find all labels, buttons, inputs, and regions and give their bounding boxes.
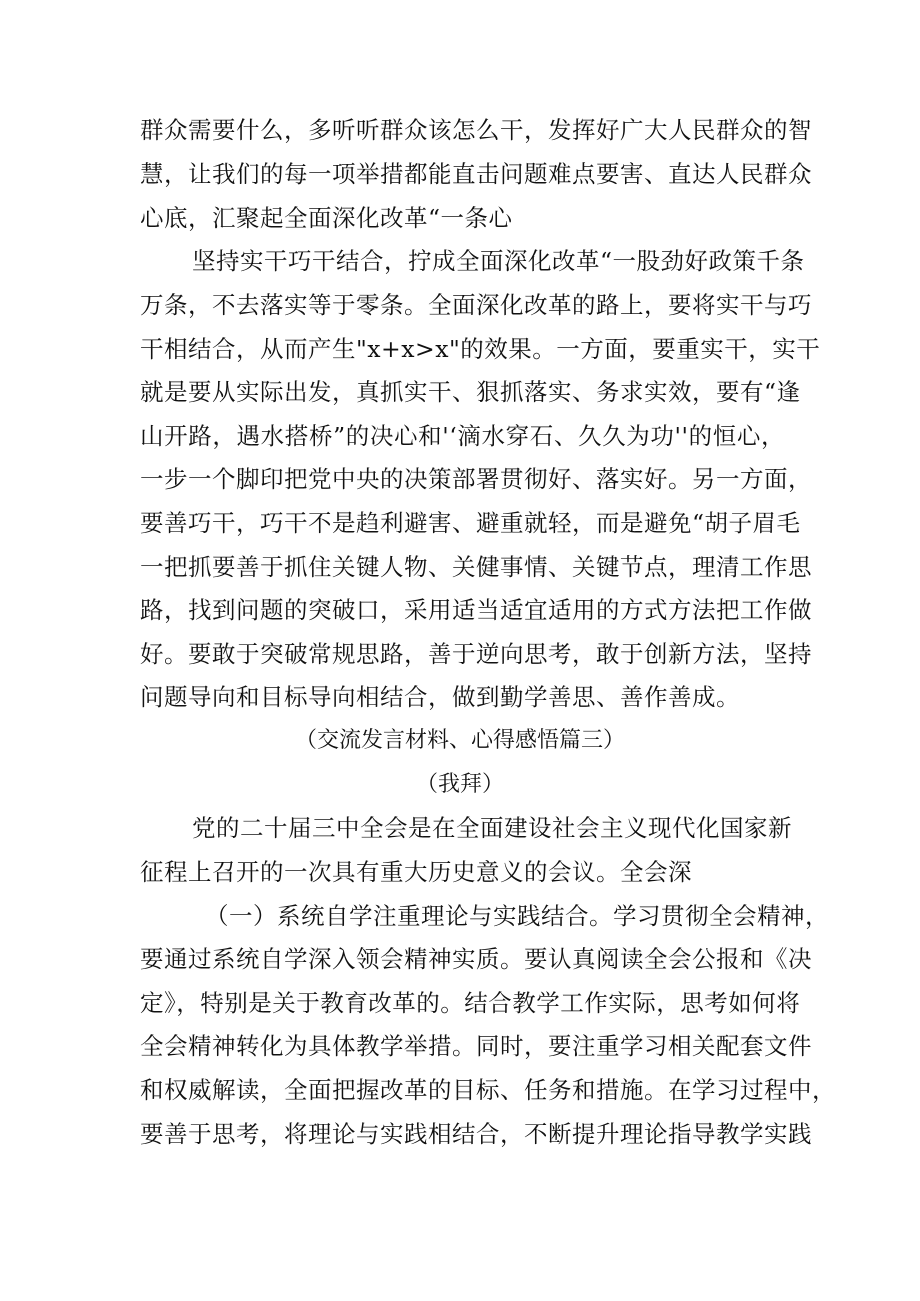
paragraph-line: 一把抓要善于抓住关键人物、关健事情、关键节点，理清工作思 (140, 553, 812, 581)
paragraph-line: 要善于思考，将理论与实践相结合，不断提升理论指导教学实践 (140, 1120, 812, 1148)
paragraph-line: 和权威解读，全面把握改革的目标、任务和措施。在学习过程中， (140, 1076, 836, 1104)
paragraph-line: 路，找到问题的突破口，采用适当适宜适用的方式方法把工作做 (140, 596, 812, 624)
paragraph-line: 全会精神转化为具体教学举措。同时，要注重学习相关配套文件 (140, 1032, 812, 1060)
paragraph-line: 问题导向和目标导向相结合，做到勤学善思、善作善成。 (140, 683, 740, 711)
paragraph-line: 坚持实干巧干结合，拧成全面深化改革“一股劲好政策千条 (192, 247, 805, 275)
paragraph-line: 要通过系统自学深入领会精神实质。要认真阅读全会公报和《决 (140, 945, 812, 973)
section-title: （交流发言材料、心得感悟篇三） (294, 728, 625, 753)
paragraph-line: 好。要敢于突破常规思路，善于逆向思考，敢于创新方法，坚持 (140, 640, 812, 668)
paragraph-line: 就是要从实际出发，真抓实干、狠抓落实、务求实效，要有“逢 (140, 378, 801, 406)
paragraph-line: 定》，特别是关于教育改革的。结合教学工作实际，思考如何将 (140, 989, 801, 1017)
paragraph-line: 征程上召开的一次具有重大历史意义的会议。全会深 (140, 858, 692, 886)
paragraph-line: 要善巧干，巧干不是趋利避害、避重就轻，而是避免“胡子眉毛 (140, 509, 801, 537)
paragraph-line: 党的二十届三中全会是在全面建设社会主义现代化国家新 (192, 814, 792, 842)
paragraph-line: 一步一个脚印把党中央的决策部署贯彻好、落实好。另一方面， (140, 465, 812, 493)
paragraph-line: 万条，不去落实等于零条。全面深化改革的路上，要将实干与巧 (140, 291, 812, 319)
paragraph-line: 干相结合，从而产生"x+x>x"的效果。一方面，要重实干，实干 (140, 335, 821, 363)
paragraph-line: （一）系统自学注重理论与实践结合。学习贯彻全会精神， (205, 902, 829, 930)
paragraph-line: 山开路，遇水搭桥”的决心和'‘滴水穿石、久久为功''的恒心， (140, 422, 785, 450)
paragraph-line: 慧，让我们的每一项举措都能直击问题难点要害、直达人民群众 (140, 160, 812, 188)
paragraph-line: 群众需要什么，多听听群众该怎么干，发挥好广大人民群众的智 (140, 116, 812, 144)
section-author: （我拜） (415, 772, 504, 797)
paragraph-line: 心底，汇聚起全面深化改革“一条心 (140, 204, 513, 232)
